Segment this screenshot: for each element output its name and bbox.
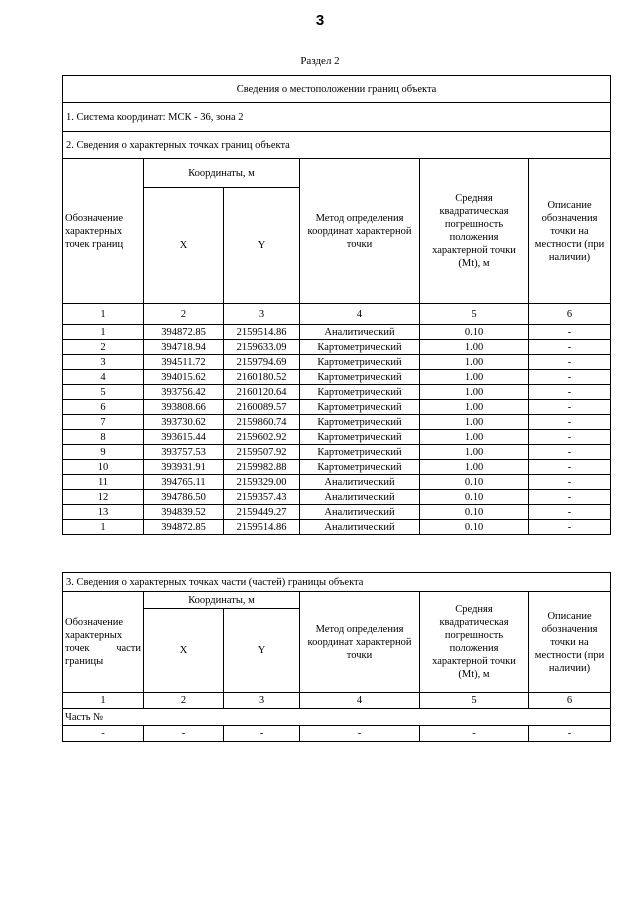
point-number-cell: 5: [63, 385, 144, 400]
point-number-cell: 3: [63, 355, 144, 370]
point-method-cell: Аналитический: [300, 490, 420, 505]
point-x-cell: 394872.85: [144, 520, 224, 535]
part-section-title: 3. Сведения о характерных точках части (частей) границы объекта: [63, 573, 611, 592]
table-row: [63, 475, 611, 490]
point-y-cell: 2159329.00: [224, 475, 300, 490]
point-x-cell: 394511.72: [144, 355, 224, 370]
point-description-cell: -: [529, 400, 611, 415]
header-x: X: [144, 188, 224, 304]
point-error-cell: 1.00: [420, 415, 529, 430]
point-x-cell: 394718.94: [144, 340, 224, 355]
part-row-cell: -: [144, 726, 224, 742]
point-error-cell: 1.00: [420, 355, 529, 370]
point-method-cell: Картометрический: [300, 400, 420, 415]
part-header-error: Средняя квадратическая погрешность положения характерной точки (Mt), м: [420, 592, 529, 693]
header-coordinates: Координаты, м: [144, 159, 300, 188]
part-column-number: 3: [224, 693, 300, 709]
point-y-cell: 2160089.57: [224, 400, 300, 415]
point-x-cell: 393756.42: [144, 385, 224, 400]
point-error-cell: 1.00: [420, 340, 529, 355]
table-row: [63, 325, 611, 340]
part-column-number: 5: [420, 693, 529, 709]
header-description: Описание обозначения точки на местности (при наличии): [529, 159, 611, 304]
coordinate-system: 1. Система координат: МСК - 36, зона 2: [63, 103, 611, 132]
point-error-cell: 0.10: [420, 475, 529, 490]
table-title: Сведения о местоположении границ объекта: [63, 76, 611, 103]
point-error-cell: 1.00: [420, 385, 529, 400]
point-x-cell: 393808.66: [144, 400, 224, 415]
table-row: [63, 370, 611, 385]
table-row: [63, 520, 611, 535]
points-body: [63, 325, 611, 535]
point-number-cell: 8: [63, 430, 144, 445]
point-y-cell: 2159449.27: [224, 505, 300, 520]
point-number-cell: 7: [63, 415, 144, 430]
point-method-cell: Аналитический: [300, 325, 420, 340]
header-point-designation: Обозначение характерных точек границ: [63, 159, 144, 304]
point-x-cell: 394765.11: [144, 475, 224, 490]
point-x-cell: 394015.62: [144, 370, 224, 385]
point-y-cell: 2159982.88: [224, 460, 300, 475]
point-method-cell: Картометрический: [300, 445, 420, 460]
table-row: [63, 400, 611, 415]
point-y-cell: 2160180.52: [224, 370, 300, 385]
point-y-cell: 2159602.92: [224, 430, 300, 445]
point-error-cell: 1.00: [420, 370, 529, 385]
point-description-cell: -: [529, 460, 611, 475]
header-y: Y: [224, 188, 300, 304]
point-method-cell: Картометрический: [300, 340, 420, 355]
part-row-cell: -: [224, 726, 300, 742]
point-error-cell: 1.00: [420, 460, 529, 475]
point-number-cell: 2: [63, 340, 144, 355]
part-row-cell: -: [63, 726, 144, 742]
point-number-cell: 11: [63, 475, 144, 490]
point-number-cell: 9: [63, 445, 144, 460]
point-method-cell: Картометрический: [300, 460, 420, 475]
column-number: 2: [144, 304, 224, 325]
point-x-cell: 394872.85: [144, 325, 224, 340]
point-number-cell: 13: [63, 505, 144, 520]
point-method-cell: Картометрический: [300, 415, 420, 430]
point-number-cell: 12: [63, 490, 144, 505]
point-number-cell: 1: [63, 520, 144, 535]
point-description-cell: -: [529, 340, 611, 355]
part-header-method: Метод определения координат характерной точки: [300, 592, 420, 693]
table-row: [63, 490, 611, 505]
point-description-cell: -: [529, 490, 611, 505]
point-description-cell: -: [529, 355, 611, 370]
table-row: [63, 430, 611, 445]
header-error: Средняя квадратическая погрешность положения характерной точки (Mt), м: [420, 159, 529, 304]
point-x-cell: 394839.52: [144, 505, 224, 520]
table-row: [63, 355, 611, 370]
part-label: Часть №: [63, 709, 611, 726]
column-number: 4: [300, 304, 420, 325]
point-error-cell: 0.10: [420, 505, 529, 520]
point-y-cell: 2159860.74: [224, 415, 300, 430]
part-header-y: Y: [224, 609, 300, 693]
table-row: [63, 340, 611, 355]
part-column-number: 1: [63, 693, 144, 709]
point-description-cell: -: [529, 505, 611, 520]
table-row: [63, 460, 611, 475]
part-header-coordinates: Координаты, м: [144, 592, 300, 609]
column-number: 5: [420, 304, 529, 325]
column-number: 6: [529, 304, 611, 325]
point-error-cell: 1.00: [420, 430, 529, 445]
point-number-cell: 4: [63, 370, 144, 385]
point-description-cell: -: [529, 475, 611, 490]
part-column-number: 6: [529, 693, 611, 709]
point-x-cell: 393931.91: [144, 460, 224, 475]
point-method-cell: Картометрический: [300, 355, 420, 370]
point-x-cell: 394786.50: [144, 490, 224, 505]
point-description-cell: -: [529, 325, 611, 340]
part-column-number: 4: [300, 693, 420, 709]
point-y-cell: 2159794.69: [224, 355, 300, 370]
points-section-title: 2. Сведения о характерных точках границ объекта: [63, 132, 611, 159]
point-method-cell: Аналитический: [300, 520, 420, 535]
table-row: [63, 385, 611, 400]
point-description-cell: -: [529, 415, 611, 430]
point-error-cell: 0.10: [420, 325, 529, 340]
point-error-cell: 1.00: [420, 400, 529, 415]
boundary-table: [62, 75, 611, 535]
part-header-x: X: [144, 609, 224, 693]
part-boundary-table: [62, 572, 611, 742]
point-x-cell: 393757.53: [144, 445, 224, 460]
point-method-cell: Картометрический: [300, 385, 420, 400]
part-header-point-designation: Обозначение характерных точек части границы: [63, 592, 144, 693]
point-y-cell: 2160120.64: [224, 385, 300, 400]
part-row-cell: -: [529, 726, 611, 742]
point-y-cell: 2159514.86: [224, 520, 300, 535]
point-x-cell: 393615.44: [144, 430, 224, 445]
point-description-cell: -: [529, 430, 611, 445]
point-method-cell: Картометрический: [300, 430, 420, 445]
part-row-cell: -: [420, 726, 529, 742]
point-number-cell: 6: [63, 400, 144, 415]
point-description-cell: -: [529, 370, 611, 385]
column-number: 3: [224, 304, 300, 325]
point-error-cell: 1.00: [420, 445, 529, 460]
point-x-cell: 393730.62: [144, 415, 224, 430]
point-y-cell: 2159357.43: [224, 490, 300, 505]
point-y-cell: 2159514.86: [224, 325, 300, 340]
section-title: Раздел 2: [300, 55, 340, 67]
point-number-cell: 10: [63, 460, 144, 475]
point-error-cell: 0.10: [420, 520, 529, 535]
point-number-cell: 1: [63, 325, 144, 340]
part-column-number: 2: [144, 693, 224, 709]
point-y-cell: 2159633.09: [224, 340, 300, 355]
point-y-cell: 2159507.92: [224, 445, 300, 460]
header-method: Метод определения координат характерной точки: [300, 159, 420, 304]
table-row: [63, 445, 611, 460]
point-method-cell: Картометрический: [300, 370, 420, 385]
point-description-cell: -: [529, 445, 611, 460]
point-error-cell: 0.10: [420, 490, 529, 505]
part-row-cell: -: [300, 726, 420, 742]
point-method-cell: Аналитический: [300, 475, 420, 490]
table-row: [63, 415, 611, 430]
column-number: 1: [63, 304, 144, 325]
point-description-cell: -: [529, 385, 611, 400]
page-number: 3: [315, 12, 325, 29]
part-header-description: Описание обозначения точки на местности (при наличии): [529, 592, 611, 693]
point-method-cell: Аналитический: [300, 505, 420, 520]
table-row: [63, 505, 611, 520]
point-description-cell: -: [529, 520, 611, 535]
